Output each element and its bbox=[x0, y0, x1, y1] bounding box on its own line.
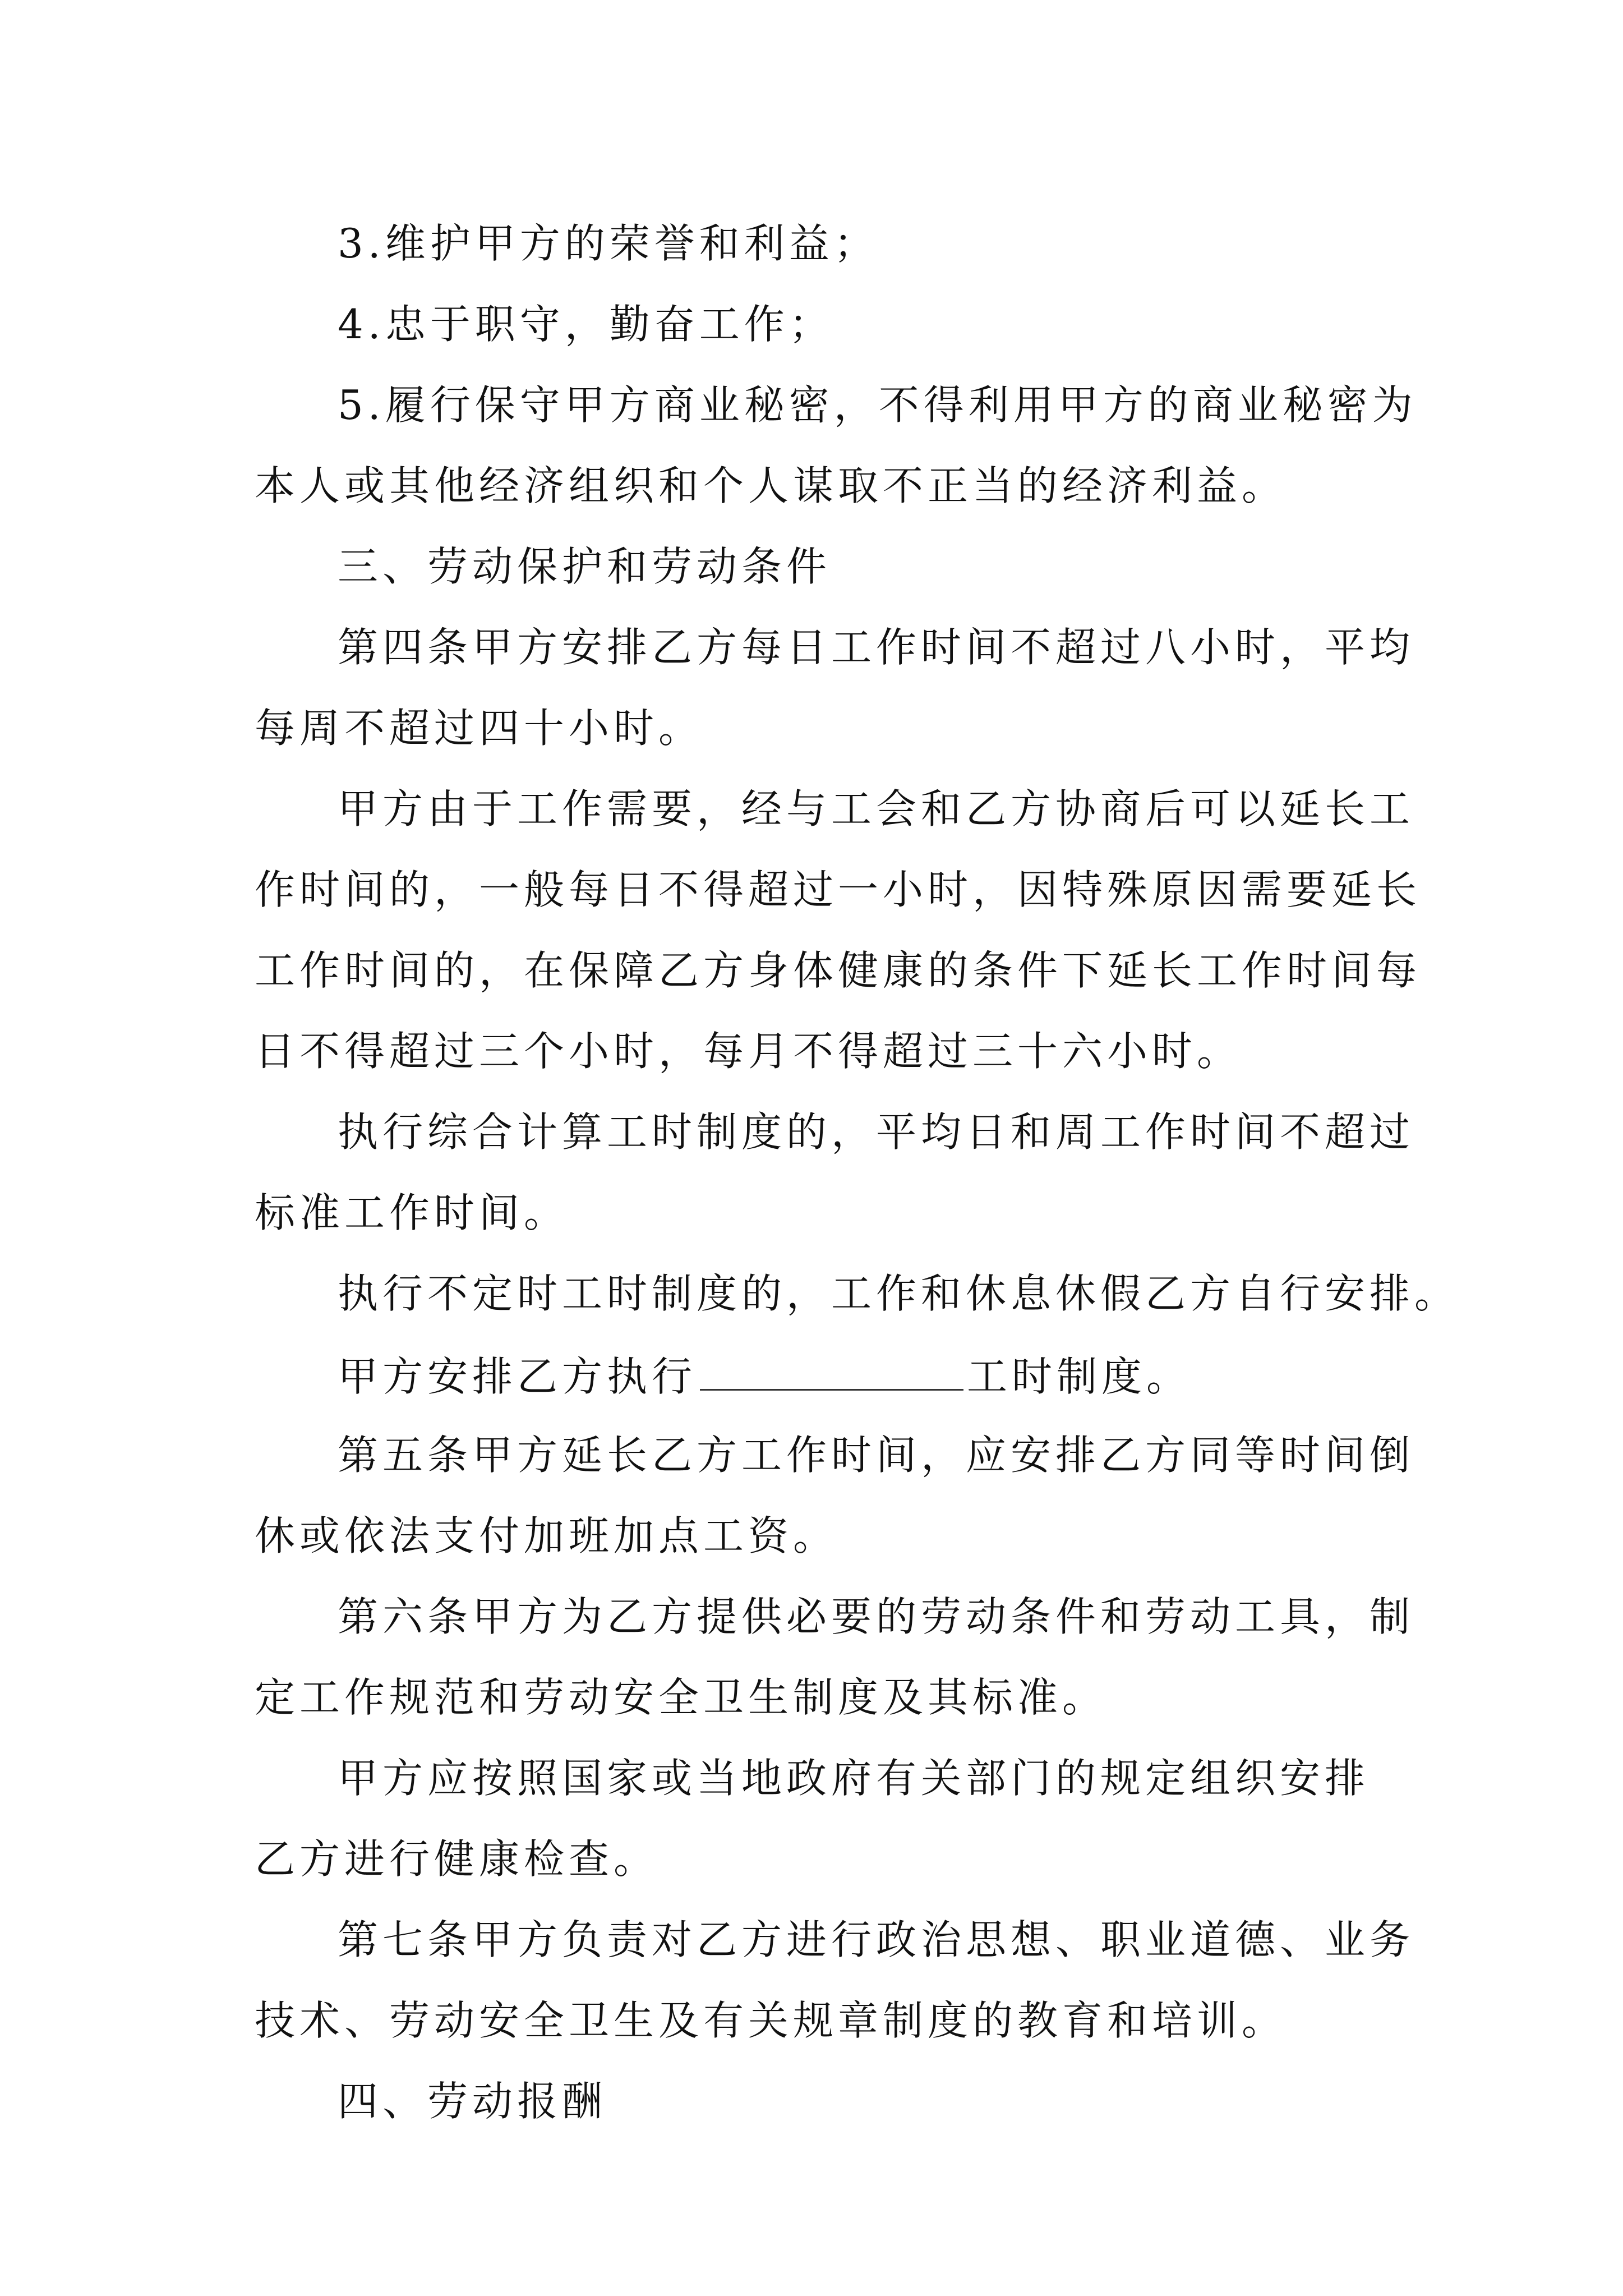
work-hours-suffix: 工时制度。 bbox=[967, 1353, 1192, 1400]
section-3-heading: 三、劳动保护和劳动条件 bbox=[338, 543, 832, 590]
article-5-line-1: 第五条甲方延长乙方工作时间，应安排乙方同等时间倒 bbox=[338, 1432, 1415, 1479]
overtime-para-line-3: 工作时间的，在保障乙方身体健康的条件下延长工作时间每 bbox=[255, 947, 1422, 994]
work-hours-prefix: 甲方安排乙方执行 bbox=[338, 1353, 697, 1400]
article-6-line-2: 定工作规范和劳动安全卫生制度及其标准。 bbox=[255, 1674, 1108, 1721]
clause-5-line-2: 本人或其他经济组织和个人谋取不正当的经济利益。 bbox=[255, 462, 1287, 509]
work-hours-system-line bbox=[338, 1353, 1192, 1400]
article-4-line-2: 每周不超过四十小时。 bbox=[255, 705, 704, 752]
article-6-line-1: 第六条甲方为乙方提供必要的劳动条件和劳动工具，制 bbox=[338, 1593, 1415, 1640]
article-5-line-2: 休或依法支付加班加点工资。 bbox=[255, 1512, 838, 1559]
overtime-para-line-2: 作时间的，一般每日不得超过一小时，因特殊原因需要延长 bbox=[255, 866, 1422, 913]
clause-3: 3.维护甲方的荣誉和利益； bbox=[338, 220, 879, 267]
overtime-para-line-1: 甲方由于工作需要，经与工会和乙方协商后可以延长工 bbox=[338, 785, 1415, 832]
work-hours-blank[interactable] bbox=[700, 1354, 963, 1391]
clause-4: 4.忠于职守，勤奋工作； bbox=[338, 301, 834, 348]
comprehensive-hours-line-1: 执行综合计算工时制度的，平均日和周工作时间不超过 bbox=[338, 1108, 1415, 1156]
flexible-hours-line: 执行不定时工时制度的，工作和休息休假乙方自行安排。 bbox=[338, 1270, 1460, 1317]
comprehensive-hours-line-2: 标准工作时间。 bbox=[255, 1189, 569, 1236]
overtime-para-line-4: 日不得超过三个小时，每月不得超过三十六小时。 bbox=[255, 1028, 1242, 1075]
article-4-line-1: 第四条甲方安排乙方每日工作时间不超过八小时，平均 bbox=[338, 624, 1415, 671]
section-4-heading: 四、劳动报酬 bbox=[338, 2078, 607, 2125]
article-7-line-1: 第七条甲方负责对乙方进行政治思想、职业道德、业务 bbox=[338, 1916, 1415, 1963]
health-check-line-1: 甲方应按照国家或当地政府有关部门的规定组织安排 bbox=[338, 1755, 1370, 1802]
clause-5-line-1: 5.履行保守甲方商业秘密，不得利用甲方的商业秘密为 bbox=[338, 381, 1417, 429]
article-7-line-2: 技术、劳动安全卫生及有关规章制度的教育和培训。 bbox=[255, 1997, 1287, 2044]
health-check-line-2: 乙方进行健康检查。 bbox=[255, 1835, 659, 1883]
